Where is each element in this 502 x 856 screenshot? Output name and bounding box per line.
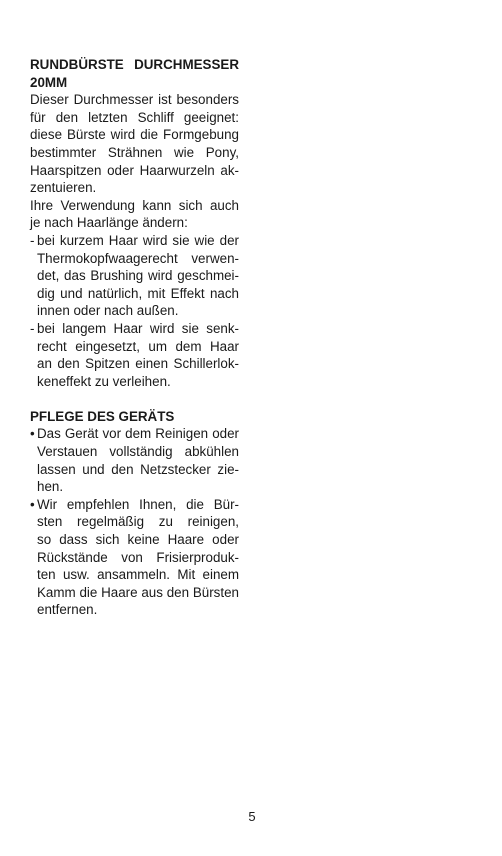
list-item-line: so dass sich keine Haare oder [37,532,239,548]
text-column [30,56,239,619]
list-item-line: bei kurzem Haar wird sie wie der [37,232,239,248]
list-item-long-hair [30,320,239,390]
list-item-line: det, das Brushing wird geschmei- [37,268,239,284]
list-item-line: recht eingesetzt, um dem Haar [37,338,239,354]
list-item-short-hair [30,232,239,320]
usage-paragraph [30,197,239,232]
list-item-line: Verstauen vollständig abkühlen [37,444,239,460]
list-item-line: an den Spitzen einen Schillerlok- [37,356,239,372]
list-item-line: sten regelmäßig zu reinigen, [37,514,239,530]
list-item-line: Rückstände von Frisierproduk- [37,549,239,565]
page-number: 5 [248,809,256,824]
bullet-marker: • [30,426,35,442]
paragraph-line: Dieser Durchmesser ist besonders [30,92,239,108]
list-item-line: bei langem Haar wird sie senk- [37,320,239,336]
list-item-line: innen oder nach außen. [37,303,179,319]
list-item-line: Das Gerät vor dem Reinigen oder [37,426,239,442]
dash-marker: - [30,320,35,336]
section-spacer [30,390,239,408]
list-item-line: Wir empfehlen Ihnen, die Bür- [37,496,239,512]
dash-marker: - [30,232,35,248]
list-item-line: ten usw. ansammeln. Mit einem [37,567,239,583]
paragraph-line: für den letzten Schliff geeignet: [30,109,239,125]
list-item-cleaning [30,496,239,619]
list-item-line: keneffekt zu verleihen. [37,373,171,389]
list-item-cooling [30,425,239,495]
bullet-marker: • [30,496,35,512]
list-item-line: hen. [37,479,64,495]
paragraph-line: Ihre Verwendung kann sich auch [30,197,239,213]
list-item-line: entfernen. [37,602,98,618]
section-heading-care: PFLEGE DES GERÄTS [30,408,175,424]
paragraph-line: bestimmter Strähnen wie Pony, [30,144,239,160]
list-item-line: lassen und den Netzstecker zie- [37,461,239,477]
paragraph-line: zentuieren. [30,180,97,196]
list-item-line: dig und natürlich, mit Effekt nach [37,285,239,301]
paragraph-line: diese Bürste wird die Formgebung [30,127,239,143]
section-heading-brush: RUNDBÜRSTE DURCHMESSER [30,57,239,72]
paragraph-line: je nach Haarlänge ändern: [30,215,188,231]
paragraph-line: Haarspitzen oder Haarwurzeln ak- [30,162,239,178]
list-item-line: Thermokopfwaagerecht verwen- [37,250,239,266]
section-heading-brush-size: 20MM [30,74,68,90]
intro-paragraph [30,91,239,197]
list-item-line: Kamm die Haare aus den Bürsten [37,584,239,600]
